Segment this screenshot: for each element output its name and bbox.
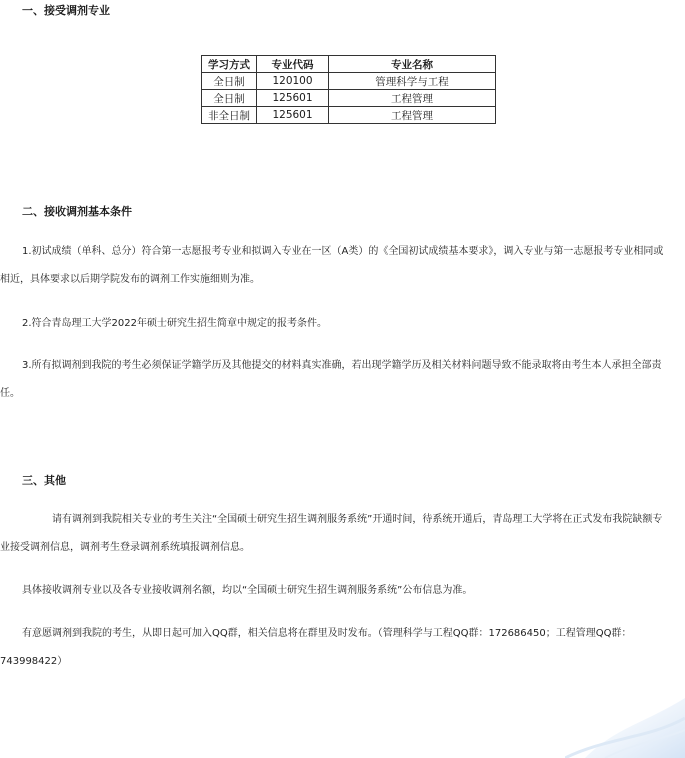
cell-study-mode: 全日制: [202, 90, 257, 107]
table-header-row: [202, 56, 496, 73]
table-row: [202, 90, 496, 107]
cell-study-mode: 非全日制: [202, 107, 257, 124]
cell-major-name: 管理科学与工程: [329, 73, 496, 90]
table-row: [202, 107, 496, 124]
condition-item-3: 3.所有拟调剂到我院的考生必须保证学籍学历及其他提交的材料真实准确，若出现学籍学历及相关材料问题导致不能录取将由考生本人承担全部责任。: [0, 360, 662, 399]
other-paragraph-3: 有意愿调剂到我院的考生，从即日起可加入QQ群，相关信息将在群里及时发布。（管理科学与工程QQ群：172686450；工程管理QQ群：743998422）: [0, 628, 632, 667]
cell-major-code: 125601: [257, 107, 329, 124]
table-row: [202, 73, 496, 90]
corner-wave-decoration: [565, 668, 685, 758]
other-paragraph-2: 具体接收调剂专业以及各专业接收调剂名额，均以“全国硕士研究生招生调剂服务系统”公布信息为准。: [22, 585, 473, 596]
cell-major-code: 120100: [257, 73, 329, 90]
cell-major-name: 工程管理: [329, 107, 496, 124]
section3-heading: 三、其他: [22, 474, 66, 487]
header-major-name: 专业名称: [329, 56, 496, 73]
header-study-mode: 学习方式: [202, 56, 257, 73]
condition-item-2: 2.符合青岛理工大学2022年硕士研究生招生简章中规定的报考条件。: [22, 318, 327, 329]
section1-heading: 一、接受调剂专业: [22, 4, 110, 17]
section2-heading: 二、接收调剂基本条件: [22, 205, 132, 218]
header-major-code: 专业代码: [257, 56, 329, 73]
cell-study-mode: 全日制: [202, 73, 257, 90]
cell-major-name: 工程管理: [329, 90, 496, 107]
condition-item-1: 1.初试成绩（单科、总分）符合第一志愿报考专业和拟调入专业在一区（A类）的《全国初试成绩基本要求》，调入专业与第一志愿报考专业相同或相近，具体要求以后期学院发布的调剂工作实施细则为准。: [0, 246, 664, 285]
cell-major-code: 125601: [257, 90, 329, 107]
majors-table: [201, 55, 496, 124]
other-paragraph-1: 请有调剂到我院相关专业的考生关注“全国硕士研究生招生调剂服务系统”开通时间，待系统开通后，青岛理工大学将在正式发布我院缺额专业接受调剂信息，调剂考生登录调剂系统填报调剂信息。: [0, 514, 663, 553]
